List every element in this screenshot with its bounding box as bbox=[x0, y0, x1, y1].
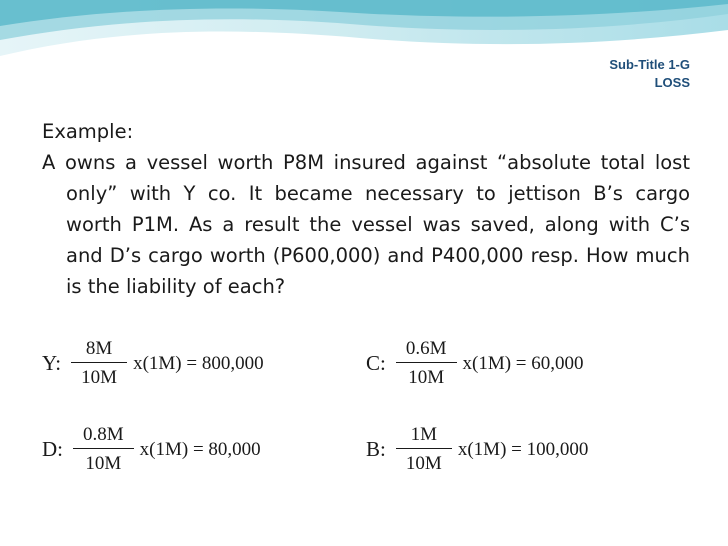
subtitle-line-1: Sub-Title 1-G bbox=[609, 57, 690, 72]
equation-d bbox=[42, 424, 261, 475]
fraction bbox=[73, 424, 134, 475]
fraction-denominator: 10M bbox=[405, 453, 442, 474]
equation-result: x(1M) = 800,000 bbox=[133, 352, 264, 374]
subtitle-line-2: LOSS bbox=[654, 75, 690, 90]
problem-statement: A owns a vessel worth P8M insured against “absolute total lost only” with Y co. It became necessary to jettison B’s cargo worth P1M. As a result the vessel was saved, along with C’s and D’s cargo worth (P600,000) and P400,000 resp. How much is the liability of each? bbox=[42, 151, 690, 298]
fraction-denominator: 10M bbox=[81, 367, 118, 388]
fraction bbox=[396, 338, 457, 389]
equation-label: D: bbox=[42, 437, 63, 461]
equation-label: C: bbox=[366, 351, 386, 375]
example-label: Example: bbox=[42, 120, 134, 143]
equation-result: x(1M) = 60,000 bbox=[462, 352, 584, 374]
fraction bbox=[396, 424, 452, 475]
fraction bbox=[71, 338, 127, 389]
equation-label: B: bbox=[366, 437, 386, 461]
fraction-numerator: 8M bbox=[71, 338, 127, 363]
equation-y bbox=[42, 338, 264, 389]
equation-result: x(1M) = 80,000 bbox=[139, 438, 261, 460]
equation-label: Y: bbox=[42, 351, 62, 375]
equation-c bbox=[366, 338, 584, 389]
fraction-denominator: 10M bbox=[408, 367, 445, 388]
slide-subtitle bbox=[609, 56, 690, 92]
equation-result: x(1M) = 100,000 bbox=[457, 438, 589, 460]
fraction-numerator: 0.8M bbox=[73, 424, 134, 449]
fraction-denominator: 10M bbox=[85, 453, 122, 474]
slide-body bbox=[42, 116, 690, 302]
fraction-numerator: 1M bbox=[396, 424, 452, 449]
fraction-numerator: 0.6M bbox=[396, 338, 457, 363]
equation-b bbox=[366, 424, 588, 475]
